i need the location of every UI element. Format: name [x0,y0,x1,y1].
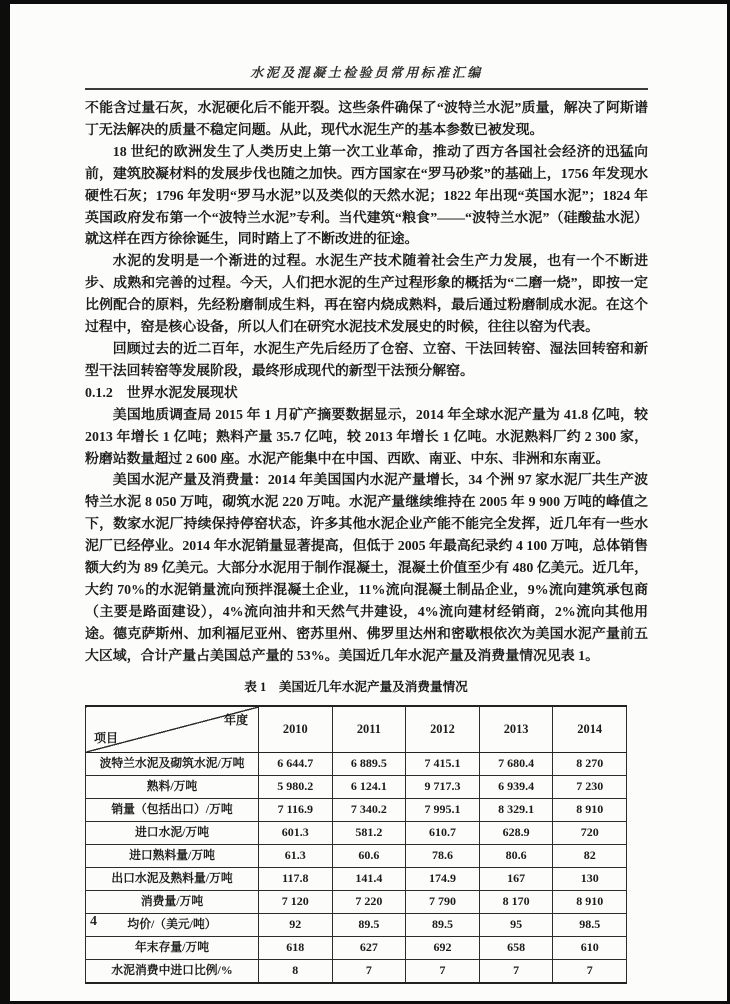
column-header-year: 2011 [332,706,406,753]
cell-value: 89.5 [332,913,406,936]
table-row [86,868,627,891]
cell-value: 7 995.1 [406,799,480,822]
table-row [86,845,627,868]
row-label: 出口水泥及熟料量/万吨 [86,868,259,891]
cell-value: 8 910 [553,890,627,913]
row-label: 波特兰水泥及砌筑水泥/万吨 [86,753,259,776]
cell-value: 601.3 [259,822,333,845]
cell-value: 658 [479,936,553,959]
cell-value: 7 790 [406,890,480,913]
cell-value: 7 230 [553,776,627,799]
section-heading: 0.1.2 世界水泥发展现状 [85,385,238,401]
cell-value: 6 124.1 [332,776,406,799]
row-label: 水泥消费中进口比例/% [86,959,259,982]
cell-value: 581.2 [332,822,406,845]
cell-value: 7 116.9 [259,799,333,822]
table-row [86,913,627,936]
table-row [86,959,627,982]
cell-value: 80.6 [479,845,553,868]
cell-value: 8 910 [553,799,627,822]
cell-value: 6 939.4 [479,776,553,799]
cell-value: 610 [553,936,627,959]
cell-value: 8 270 [553,753,627,776]
cell-value: 618 [259,936,333,959]
cell-value: 82 [553,845,627,868]
cell-value: 610.7 [406,822,480,845]
cell-value: 174.9 [406,868,480,891]
cell-value: 130 [553,868,627,891]
cement-production-table [85,705,627,983]
cell-value: 8 [259,959,333,982]
cell-value: 92 [259,913,333,936]
cell-value: 5 980.2 [259,776,333,799]
cell-value: 7 [479,959,553,982]
column-header-year: 2010 [259,706,333,753]
cell-value: 95 [479,913,553,936]
table-row [86,753,627,776]
row-label: 消费量/万吨 [86,890,259,913]
cell-value: 6 889.5 [332,753,406,776]
paragraph: 美国水泥产量及消费量：2014 年美国国内水泥产量增长，34 个洲 97 家水泥厂共生产波特兰水泥 8 050 万吨，砌筑水泥 220 万吨。水泥产量继续维持在 2005 年 9 900 万吨的峰值之下，数家水泥厂持续保持停窑状态，许多其他水泥企业产能不能完全发挥，近几年有一些水泥厂已经停业。2014 年水泥销量显著提高，但低于 2005 年最高纪录约 4 100 万吨，总体销售额大约为 89 亿美元。大部分水泥用于制作混凝土，混凝土价值至少有 480 亿美元。近几年，大约 70%的水泥销量流向预拌混凝土企业，11%流向混凝土制品企业，9%流向建筑承包商（主要是路面建设），4%流向油井和天然气井建设，4%流向建材经销商，2%流向其他用途。德克萨斯州、加利福尼亚州、密苏里州、佛罗里达州和密歇根依次为美国水泥产量前五大区域，合计产量占美国总产量的 53%。美国近几年水泥产量及消费量情况见表 1。 [85,473,648,664]
body-text [85,98,648,984]
cell-value: 60.6 [332,845,406,868]
running-head-title: 水泥及混凝土检验员常用标准汇编 [250,65,483,80]
cell-value: 627 [332,936,406,959]
paragraph: 18 世纪的欧洲发生了人类历史上第一次工业革命，推动了西方各国社会经济的迅猛向前，建筑胶凝材料的发展步伐也随之加快。西方国家在“罗马砂浆”的基础上，1756 年发现水硬性石灰；1796 年发明“罗马水泥”以及类似的天然水泥；1822 年出现“英国水泥”；1824 年英国政府发布第一个“波特兰水泥”专利。当代建筑“粮食”——“波特兰水泥”（硅酸盐水泥）就这样在西方徐徐诞生，同时踏上了不断改进的征途。 [85,144,648,248]
paragraph: 水泥的发明是一个渐进的过程。水泥生产技术随着社会生产力发展，也有一个不断进步、成熟和完善的过程。今天，人们把水泥的生产过程形象的概括为“二磨一烧”，即按一定比例配合的原料，先经粉磨制成生料，再在窑内烧成熟料，最后通过粉磨制成水泥。在这个过程中，窑是核心设备，所以人们在研究水泥技术发展史的时候，往往以窑为代表。 [85,254,648,336]
cell-value: 141.4 [332,868,406,891]
table-row [86,936,627,959]
cell-value: 117.8 [259,868,333,891]
cell-value: 167 [479,868,553,891]
table-body [86,753,627,983]
page-number: 4 [90,914,97,929]
row-label: 进口熟料量/万吨 [86,845,259,868]
cell-value: 7 [332,959,406,982]
cell-value: 692 [406,936,480,959]
row-label: 熟料/万吨 [86,776,259,799]
table-corner-cell [86,706,259,753]
row-label: 均价/（美元/吨） [86,913,259,936]
paragraph: 回顾过去的近二百年，水泥生产先后经历了仓窑、立窑、干法回转窑、湿法回转窑和新型干法回转窑等发展阶段，最终形成现代的新型干法预分解窑。 [85,341,648,379]
column-header-year: 2013 [479,706,553,753]
column-header-year: 2014 [553,706,627,753]
cell-value: 720 [553,822,627,845]
table-header-row [86,706,627,753]
table-row [86,822,627,845]
table-caption: 表 1 美国近几年水泥产量及消费量情况 [244,679,468,694]
table-row [86,776,627,799]
cell-value: 8 170 [479,890,553,913]
header-rule [85,88,648,90]
cell-value: 7 [553,959,627,982]
cell-value: 7 220 [332,890,406,913]
cell-value: 7 680.4 [479,753,553,776]
cell-value: 89.5 [406,913,480,936]
column-header-year: 2012 [406,706,480,753]
page-background [10,4,727,1001]
paragraph: 美国地质调查局 2015 年 1 月矿产摘要数据显示，2014 年全球水泥产量为 41.8 亿吨，较 2013 年增长 1 亿吨；熟料产量 35.7 亿吨，较 2013 年增长 1 亿吨。水泥熟料厂约 2 300 家，粉磨站数量超过 2 600 座。水泥产能集中在中国、西欧、南亚、中东、非洲和东南亚。 [85,407,648,467]
row-label: 年末存量/万吨 [86,936,259,959]
cell-value: 98.5 [553,913,627,936]
paragraph: 不能含过量石灰，水泥硬化后不能开裂。这些条件确保了“波特兰水泥”质量，解决了阿斯谱丁无法解决的质量不稳定问题。从此，现代水泥生产的基本参数已被发现。 [85,101,648,138]
row-label: 进口水泥/万吨 [86,822,259,845]
row-label: 销量（包括出口）/万吨 [86,799,259,822]
cell-value: 7 120 [259,890,333,913]
cell-value: 78.6 [406,845,480,868]
cell-value: 8 329.1 [479,799,553,822]
cell-value: 6 644.7 [259,753,333,776]
cell-value: 9 717.3 [406,776,480,799]
table-row [86,799,627,822]
cell-value: 628.9 [479,822,553,845]
cell-value: 7 415.1 [406,753,480,776]
cell-value: 7 [406,959,480,982]
cell-value: 61.3 [259,845,333,868]
corner-label-item: 项目 [94,730,119,745]
corner-label-year: 年度 [223,713,248,728]
table-row [86,890,627,913]
cell-value: 7 340.2 [332,799,406,822]
